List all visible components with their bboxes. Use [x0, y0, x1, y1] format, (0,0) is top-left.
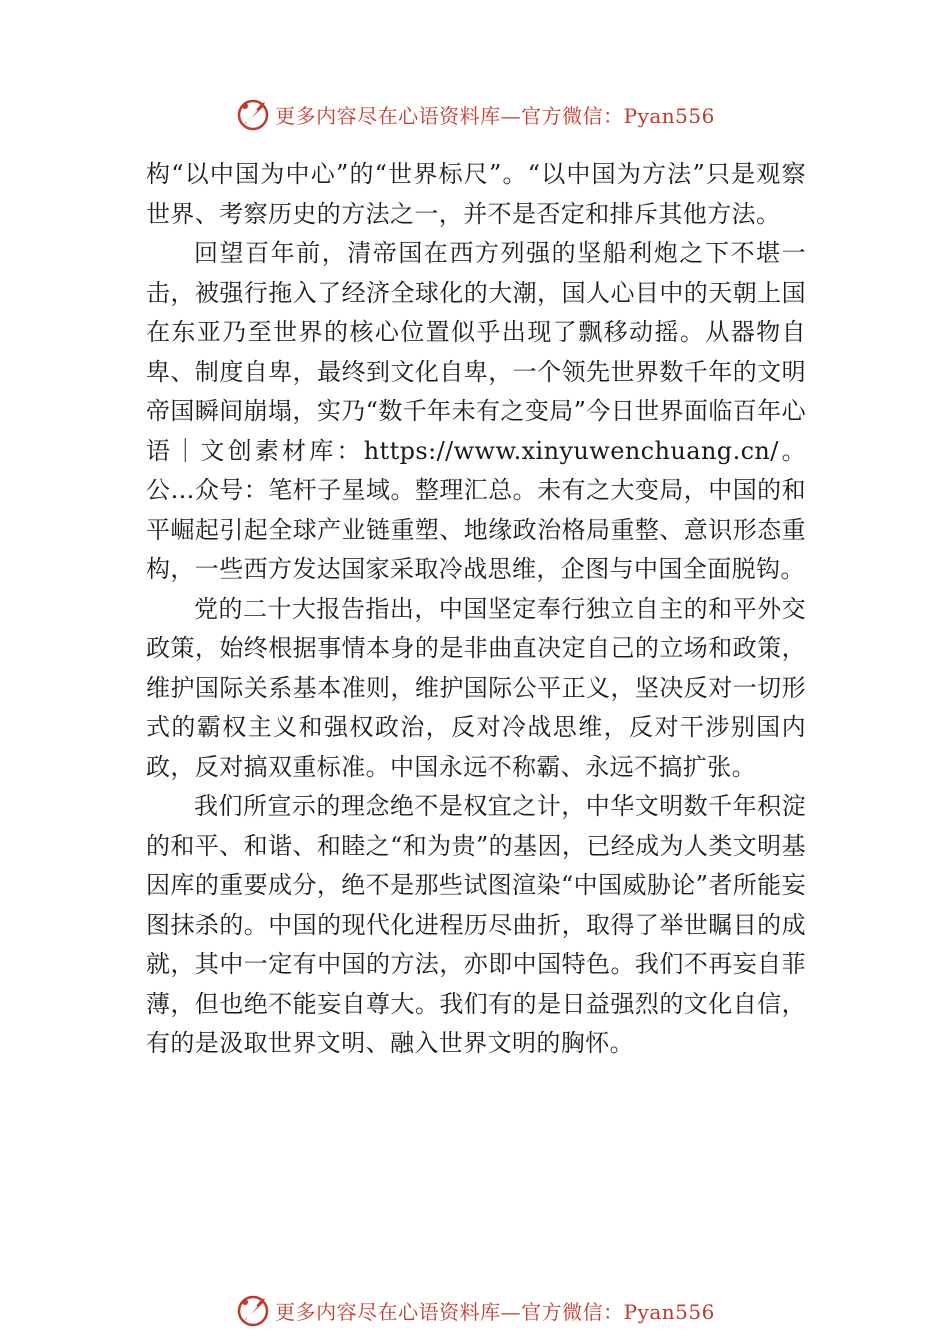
paragraph-3: 党的二十大报告指出，中国坚定奉行独立自主的和平外交政策，始终根据事情本身的是非曲直决定自己的立场和政策，维护国际关系基本准则，维护国际公平正义，坚决反对一切形式的霸权主义和强权政治，反对冷战思维，反对干涉别国内政，反对搞双重标准。中国永远不称霸、永远不搞扩张。 — [146, 594, 806, 781]
banner-wechat-id: Pyan556 — [623, 103, 715, 128]
banner-text — [275, 100, 715, 129]
document-body — [146, 155, 806, 1064]
banner-separator: — — [500, 103, 522, 128]
banner-wechat-label: 官方微信： — [521, 1299, 624, 1324]
banner-brand: 更多内容尽在心语资料库 — [275, 103, 501, 128]
banner-separator: — — [500, 1299, 522, 1324]
quill-logo-icon — [235, 96, 271, 132]
paragraph-1: 构“以中国为中心”的“世界标尺”。“以中国为方法”只是观察世界、考察历史的方法之一，并不是否定和排斥其他方法。 — [146, 160, 806, 228]
banner-text — [275, 1296, 715, 1325]
quill-logo-icon — [235, 1292, 271, 1328]
banner-brand: 更多内容尽在心语资料库 — [275, 1299, 501, 1324]
paragraph-2: 回望百年前，清帝国在西方列强的坚船利炮之下不堪一击，被强行拖入了经济全球化的大潮，国人心目中的天朝上国在东亚乃至世界的核心位置似乎出现了飘移动摇。从器物自卑、制度自卑，最终到文化自卑，一个领先世界数千年的文明帝国瞬间崩塌，实乃“数千年未有之变局”今日世界面临百年心语｜文创素材库：https://www.xinyuwenchuang.cn/。公…众号：笔杆子星域。整理汇总。未有之大变局，中国的和平崛起引起全球产业链重塑、地缘政治格局重整、意识形态重构，一些西方发达国家采取冷战思维，企图与中国全面脱钩。 — [146, 239, 806, 583]
banner-wechat-label: 官方微信： — [521, 103, 624, 128]
header-banner — [0, 94, 950, 134]
paragraph-4: 我们所宣示的理念绝不是权宜之计，中华文明数千年积淀的和平、和谐、和睦之“和为贵”的基因，已经成为人类文明基因库的重要成分，绝不是那些试图渲染“中国威胁论”者所能妄图抹杀的。中国的现代化进程历尽曲折，取得了举世瞩目的成就，其中一定有中国的方法，亦即中国特色。我们不再妄自菲薄，但也绝不能妄自尊大。我们有的是日益强烈的文化自信，有的是汲取世界文明、融入世界文明的胸怀。 — [146, 792, 806, 1057]
footer-banner — [0, 1290, 950, 1330]
banner-wechat-id: Pyan556 — [623, 1299, 715, 1324]
